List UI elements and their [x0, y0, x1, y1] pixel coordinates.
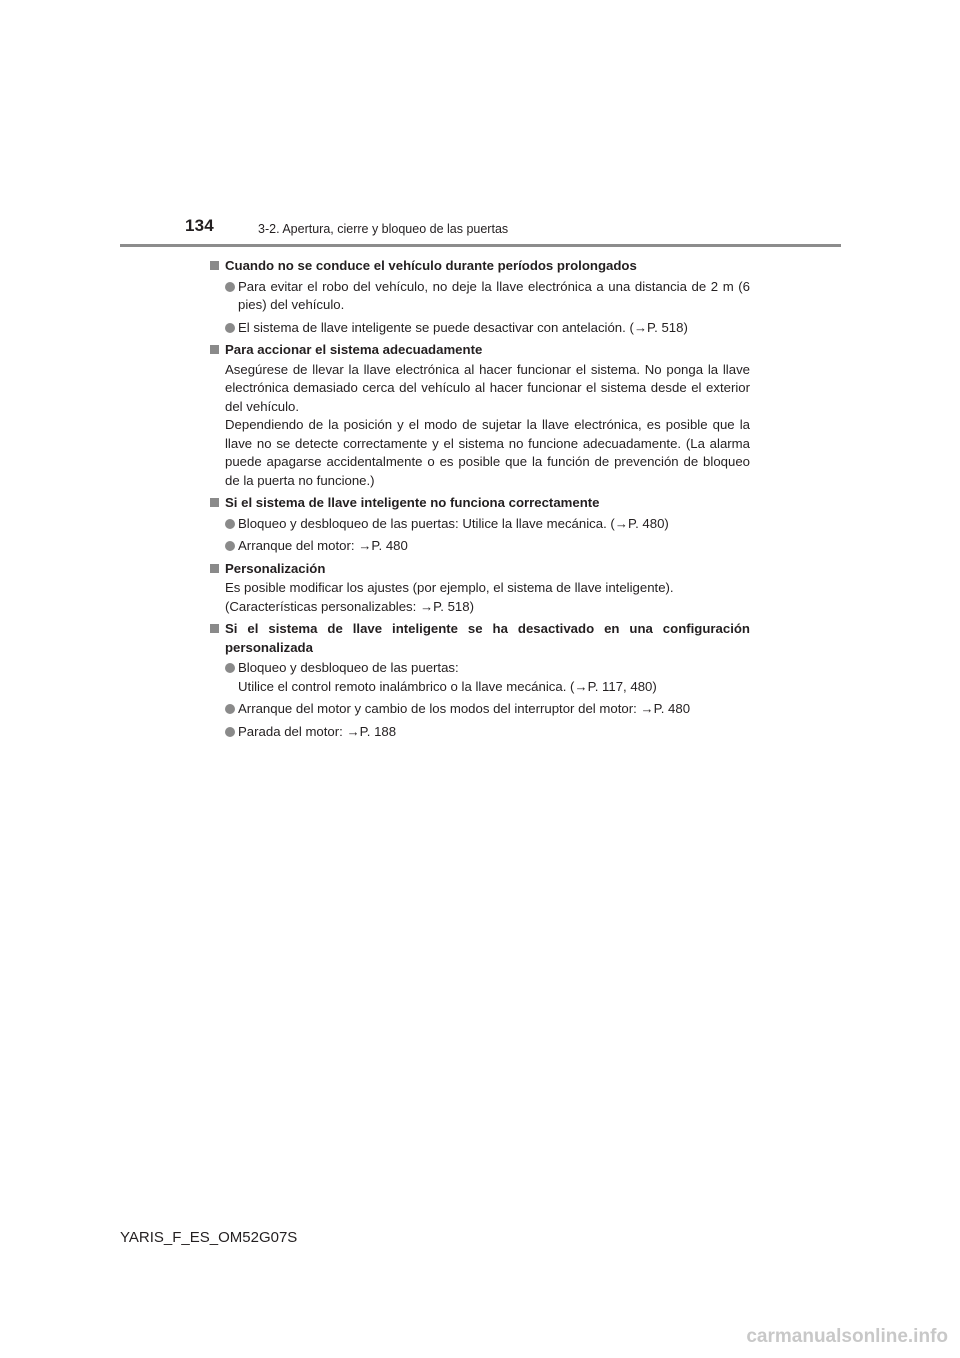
page-number: 134 — [185, 216, 214, 235]
circle-bullet-icon — [225, 541, 235, 551]
section-heading: Si el sistema de llave inteligente no funciona correctamente — [210, 494, 750, 513]
document-code: YARIS_F_ES_OM52G07S — [120, 1229, 298, 1246]
section-heading: Personalización — [210, 560, 750, 579]
header-divider — [120, 244, 841, 247]
list-item: Bloqueo y desbloqueo de las puertas: Utilice la llave mecánica. (→P. 480) — [210, 515, 750, 534]
square-bullet-icon — [210, 624, 219, 633]
body-paragraph: (Características personalizables: →P. 518) — [225, 598, 474, 614]
section-title: 3-2. Apertura, cierre y bloqueo de las puertas — [258, 222, 509, 236]
square-bullet-icon — [210, 564, 219, 573]
circle-bullet-icon — [225, 282, 235, 292]
section-heading: Cuando no se conduce el vehículo durante períodos prolongados — [210, 257, 750, 276]
circle-bullet-icon — [225, 727, 235, 737]
circle-bullet-icon — [225, 323, 235, 333]
section-heading: Para accionar el sistema adecuadamente — [210, 341, 750, 360]
square-bullet-icon — [210, 261, 219, 270]
list-item: Bloqueo y desbloqueo de las puertas: Utilice el control remoto inalámbrico o la llave mecánica. (→P. 117, 480) — [210, 659, 750, 696]
page-content — [210, 254, 750, 741]
body-paragraph: Es posible modificar los ajustes (por ejemplo, el sistema de llave inteligente). — [225, 580, 674, 595]
body-paragraph: Dependiendo de la posición y el modo de sujetar la llave electrónica, es posible que la llave no se detecte correctamente y el sistema no funcione adecuadamente. (La alarma puede apagarse accidentalmente o es posible que la función de prevención de bloqueo de la puerta no funcione.) — [225, 417, 750, 488]
section-heading: Si el sistema de llave inteligente se ha desactivado en una configuración personalizada — [210, 620, 750, 657]
body-paragraph: Asegúrese de llevar la llave electrónica al hacer funcionar el sistema. No ponga la llave electrónica demasiado cerca del vehículo al hacer funcionar el sistema desde el exterior del vehículo. — [225, 361, 750, 414]
circle-bullet-icon — [225, 519, 235, 529]
list-item: El sistema de llave inteligente se puede desactivar con antelación. (→P. 518) — [210, 319, 750, 338]
circle-bullet-icon — [225, 663, 235, 673]
list-item: Para evitar el robo del vehículo, no deje la llave electrónica a una distancia de 2 m (6 pies) del vehículo. — [210, 278, 750, 315]
list-item: Parada del motor: →P. 188 — [210, 723, 750, 742]
square-bullet-icon — [210, 498, 219, 507]
square-bullet-icon — [210, 345, 219, 354]
watermark: carmanualsonline.info — [746, 1326, 948, 1347]
circle-bullet-icon — [225, 704, 235, 714]
list-item: Arranque del motor y cambio de los modos del interruptor del motor: →P. 480 — [210, 700, 750, 719]
list-item: Arranque del motor: →P. 480 — [210, 537, 750, 556]
